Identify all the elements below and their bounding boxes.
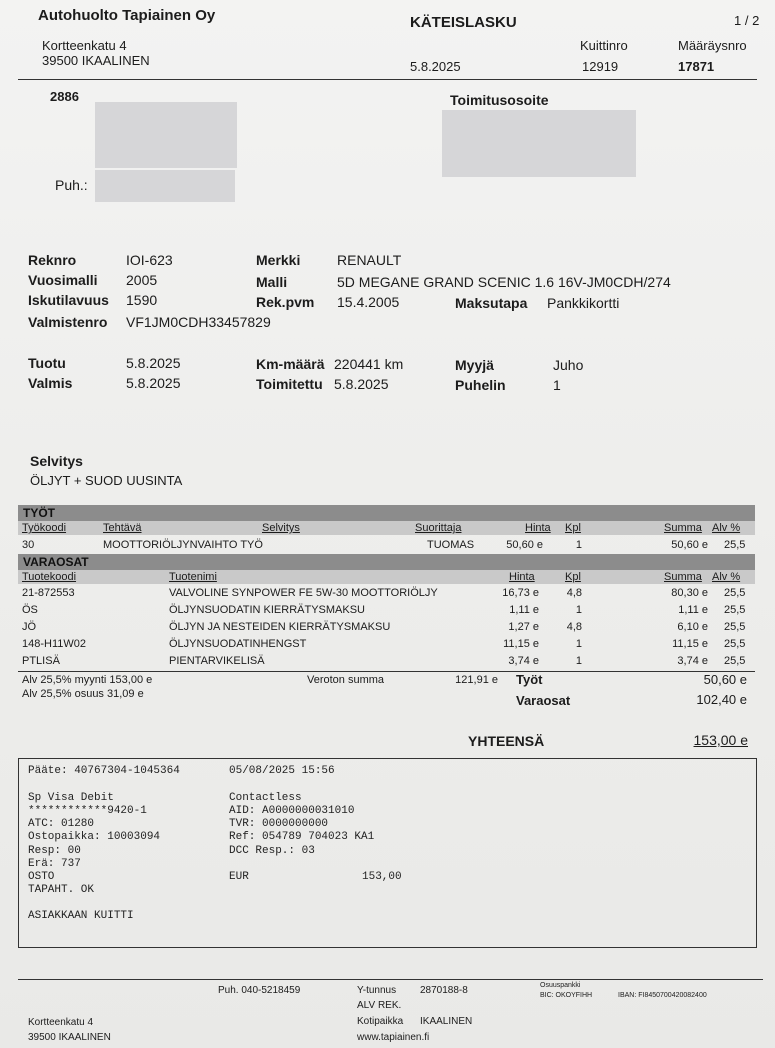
parts-col-name: Tuotenimi <box>169 571 217 583</box>
vat-sales: Alv 25,5% myynti 153,00 e <box>22 674 153 686</box>
part-name: ÖLJYNSUODATINHENGST <box>169 638 307 650</box>
aid: AID: A0000000031010 <box>229 805 355 817</box>
part-sum: 6,10 e <box>677 621 708 633</box>
part-sum: 3,74 e <box>677 655 708 667</box>
part-code: ÖS <box>22 604 38 616</box>
footer-vat-reg: ALV REK. <box>357 1000 402 1011</box>
part-qty: 1 <box>575 604 582 616</box>
order-no-label: Määräysnro <box>678 38 747 53</box>
part-code: PTLISÄ <box>22 655 60 667</box>
explanation-text: ÖLJYT + SUOD UUSINTA <box>30 473 183 488</box>
receipt-datetime: 05/08/2025 15:56 <box>229 765 335 777</box>
document-date: 5.8.2025 <box>410 59 461 74</box>
parts-total-label: Varaosat <box>516 693 571 708</box>
labor-qty: 1 <box>575 539 582 551</box>
labor-col-vat: Alv % <box>712 522 741 534</box>
reference: Ref: 054789 704023 KA1 <box>229 831 375 843</box>
brought-value: 5.8.2025 <box>126 355 181 371</box>
part-code: 148-H11W02 <box>22 638 86 650</box>
footer-home: IKAALINEN <box>420 1016 473 1027</box>
part-vat: 25,5 <box>724 621 746 633</box>
regdate-value: 15.4.2005 <box>337 294 400 310</box>
payment-mode: Contactless <box>229 792 302 804</box>
part-qty: 4,8 <box>566 587 582 599</box>
footer-iban: IBAN: FI8450700420082400 <box>618 992 707 999</box>
footer-ytunnus-label: Y-tunnus <box>357 985 397 996</box>
part-sum: 80,30 e <box>671 587 708 599</box>
customer-number: 2886 <box>50 89 79 104</box>
company-street: Kortteenkatu 4 <box>42 38 127 53</box>
model-value: 5D MEGANE GRAND SCENIC 1.6 16V-JM0CDH/274 <box>337 274 671 290</box>
parts-divider <box>18 671 755 672</box>
delivered-label: Toimitettu <box>256 376 323 392</box>
redacted-customer-address <box>95 102 237 168</box>
payment-label: Maksutapa <box>455 295 528 311</box>
company-name: Autohuolto Tapiainen Oy <box>38 7 216 24</box>
part-vat: 25,5 <box>724 655 746 667</box>
parts-col-price: Hinta <box>509 571 535 583</box>
ready-label: Valmis <box>28 375 73 391</box>
tvr: TVR: 0000000000 <box>229 818 329 830</box>
year-label: Vuosimalli <box>28 272 98 288</box>
card-type: Sp Visa Debit <box>28 792 114 804</box>
reg-value: IOI-623 <box>126 252 173 268</box>
labor-col-price: Hinta <box>525 522 551 534</box>
grand-total-label: YHTEENSÄ <box>468 733 545 749</box>
km-value: 220441 km <box>334 356 404 372</box>
displacement-value: 1590 <box>126 292 158 308</box>
order-no: 17871 <box>678 59 715 74</box>
net-total: 121,91 e <box>455 674 498 686</box>
ready-value: 5.8.2025 <box>126 375 181 391</box>
part-price: 1,11 e <box>509 604 539 616</box>
part-code: 21-872553 <box>22 587 75 599</box>
delivery-address-label: Toimitusosoite <box>450 92 549 108</box>
vat-share: Alv 25,5% osuus 31,09 e <box>22 688 144 700</box>
company-city: 39500 IKAALINEN <box>42 53 150 68</box>
labor-performer: TUOMAS <box>427 539 475 551</box>
part-qty: 1 <box>575 655 582 667</box>
phone-value: 1 <box>553 377 561 393</box>
transaction-status: TAPAHT. OK <box>28 884 95 896</box>
parts-section-title: VARAOSAT <box>18 554 755 570</box>
parts-header-row <box>18 570 755 584</box>
part-price: 3,74 e <box>508 655 539 667</box>
labor-total: 50,60 e <box>703 672 747 687</box>
footer-street: Kortteenkatu 4 <box>28 1017 94 1028</box>
currency: EUR <box>229 871 249 883</box>
make-label: Merkki <box>256 252 301 268</box>
labor-col-code: Työkoodi <box>22 522 67 534</box>
footer-ytunnus: 2870188-8 <box>420 985 468 996</box>
regdate-label: Rek.pvm <box>256 294 315 310</box>
parts-col-sum: Summa <box>664 571 702 583</box>
labor-col-desc: Selvitys <box>262 522 300 534</box>
part-name: ÖLJYN JA NESTEIDEN KIERRÄTYSMAKSU <box>169 621 391 633</box>
labor-col-sum: Summa <box>664 522 702 534</box>
labor-price: 50,60 e <box>506 539 543 551</box>
year-value: 2005 <box>126 272 158 288</box>
labor-total-label: Työt <box>516 672 543 687</box>
page-number: 1 / 2 <box>734 13 760 28</box>
part-vat: 25,5 <box>724 638 746 650</box>
batch: Erä: 737 <box>28 858 81 870</box>
labor-task: MOOTTORIÖLJYNVAIHTO TYÖ <box>103 539 263 551</box>
parts-col-vat: Alv % <box>712 571 741 583</box>
receipt-amount: 153,00 <box>362 871 402 883</box>
make-value: RENAULT <box>337 252 402 268</box>
part-qty: 1 <box>575 638 582 650</box>
parts-col-qty: Kpl <box>565 571 581 583</box>
payment-value: Pankkikortti <box>547 295 620 311</box>
terminal-id: Pääte: 40767304-1045364 <box>28 765 180 777</box>
explanation-label: Selvitys <box>30 453 83 469</box>
card-number: ************9420-1 <box>28 805 147 817</box>
net-total-label: Veroton summa <box>307 674 385 686</box>
atc: ATC: 01280 <box>28 818 95 830</box>
labor-sum: 50,60 e <box>671 539 708 551</box>
labor-vat: 25,5 <box>724 539 746 551</box>
footer-bic: BIC: OKOYFIHH <box>540 992 593 999</box>
part-vat: 25,5 <box>724 587 746 599</box>
km-label: Km-määrä <box>256 356 325 372</box>
footer-divider <box>18 979 763 980</box>
redacted-delivery-address <box>442 110 636 177</box>
part-name: ÖLJYNSUODATIN KIERRÄTYSMAKSU <box>169 604 365 616</box>
labor-col-performer: Suorittaja <box>415 522 462 534</box>
receipt-copy-label: ASIAKKAAN KUITTI <box>28 910 134 922</box>
customer-phone-label: Puh.: <box>55 177 88 193</box>
dcc-response: DCC Resp.: 03 <box>229 845 315 857</box>
purchase-place: Ostopaikka: 10003094 <box>28 831 161 843</box>
part-vat: 25,5 <box>724 604 746 616</box>
part-name: PIENTARVIKELISÄ <box>169 655 265 667</box>
receipt-no: 12919 <box>582 59 619 74</box>
part-price: 11,15 e <box>503 638 539 650</box>
labor-code: 30 <box>22 539 35 551</box>
header-divider <box>18 79 757 80</box>
part-sum: 11,15 e <box>672 638 708 650</box>
footer-phone: Puh. 040-5218459 <box>218 985 301 996</box>
part-name: VALVOLINE SYNPOWER FE 5W-30 MOOTTORIÖLJY <box>169 587 438 599</box>
part-sum: 1,11 e <box>678 604 708 616</box>
model-label: Malli <box>256 274 288 290</box>
labor-section-title: TYÖT <box>18 505 755 521</box>
response: Resp: 00 <box>28 845 81 857</box>
parts-total: 102,40 e <box>696 692 747 707</box>
part-qty: 4,8 <box>566 621 582 633</box>
footer-web: www.tapiainen.fi <box>357 1032 430 1043</box>
receipt-no-label: Kuittinro <box>580 38 628 53</box>
labor-col-qty: Kpl <box>565 522 581 534</box>
part-price: 16,73 e <box>502 587 539 599</box>
reg-label: Reknro <box>28 252 77 268</box>
displacement-label: Iskutilavuus <box>28 292 109 308</box>
footer-city: 39500 IKAALINEN <box>28 1032 111 1043</box>
delivered-value: 5.8.2025 <box>334 376 389 392</box>
document-title: KÄTEISLASKU <box>410 14 517 31</box>
seller-value: Juho <box>553 357 584 373</box>
footer-home-label: Kotipaikka <box>357 1016 404 1027</box>
footer-bank: Osuuspankki <box>540 982 581 989</box>
purchase-type: OSTO <box>28 871 55 883</box>
grand-total: 153,00 e <box>693 732 748 748</box>
vin-value: VF1JM0CDH33457829 <box>126 314 271 330</box>
seller-label: Myyjä <box>455 357 494 373</box>
phone-label: Puhelin <box>455 377 506 393</box>
vin-label: Valmistenro <box>28 314 108 330</box>
redacted-customer-phone <box>95 170 235 202</box>
brought-label: Tuotu <box>28 355 66 371</box>
part-code: JÖ <box>22 621 37 633</box>
parts-col-code: Tuotekoodi <box>22 571 77 583</box>
labor-col-task: Tehtävä <box>103 522 142 534</box>
part-price: 1,27 e <box>508 621 539 633</box>
